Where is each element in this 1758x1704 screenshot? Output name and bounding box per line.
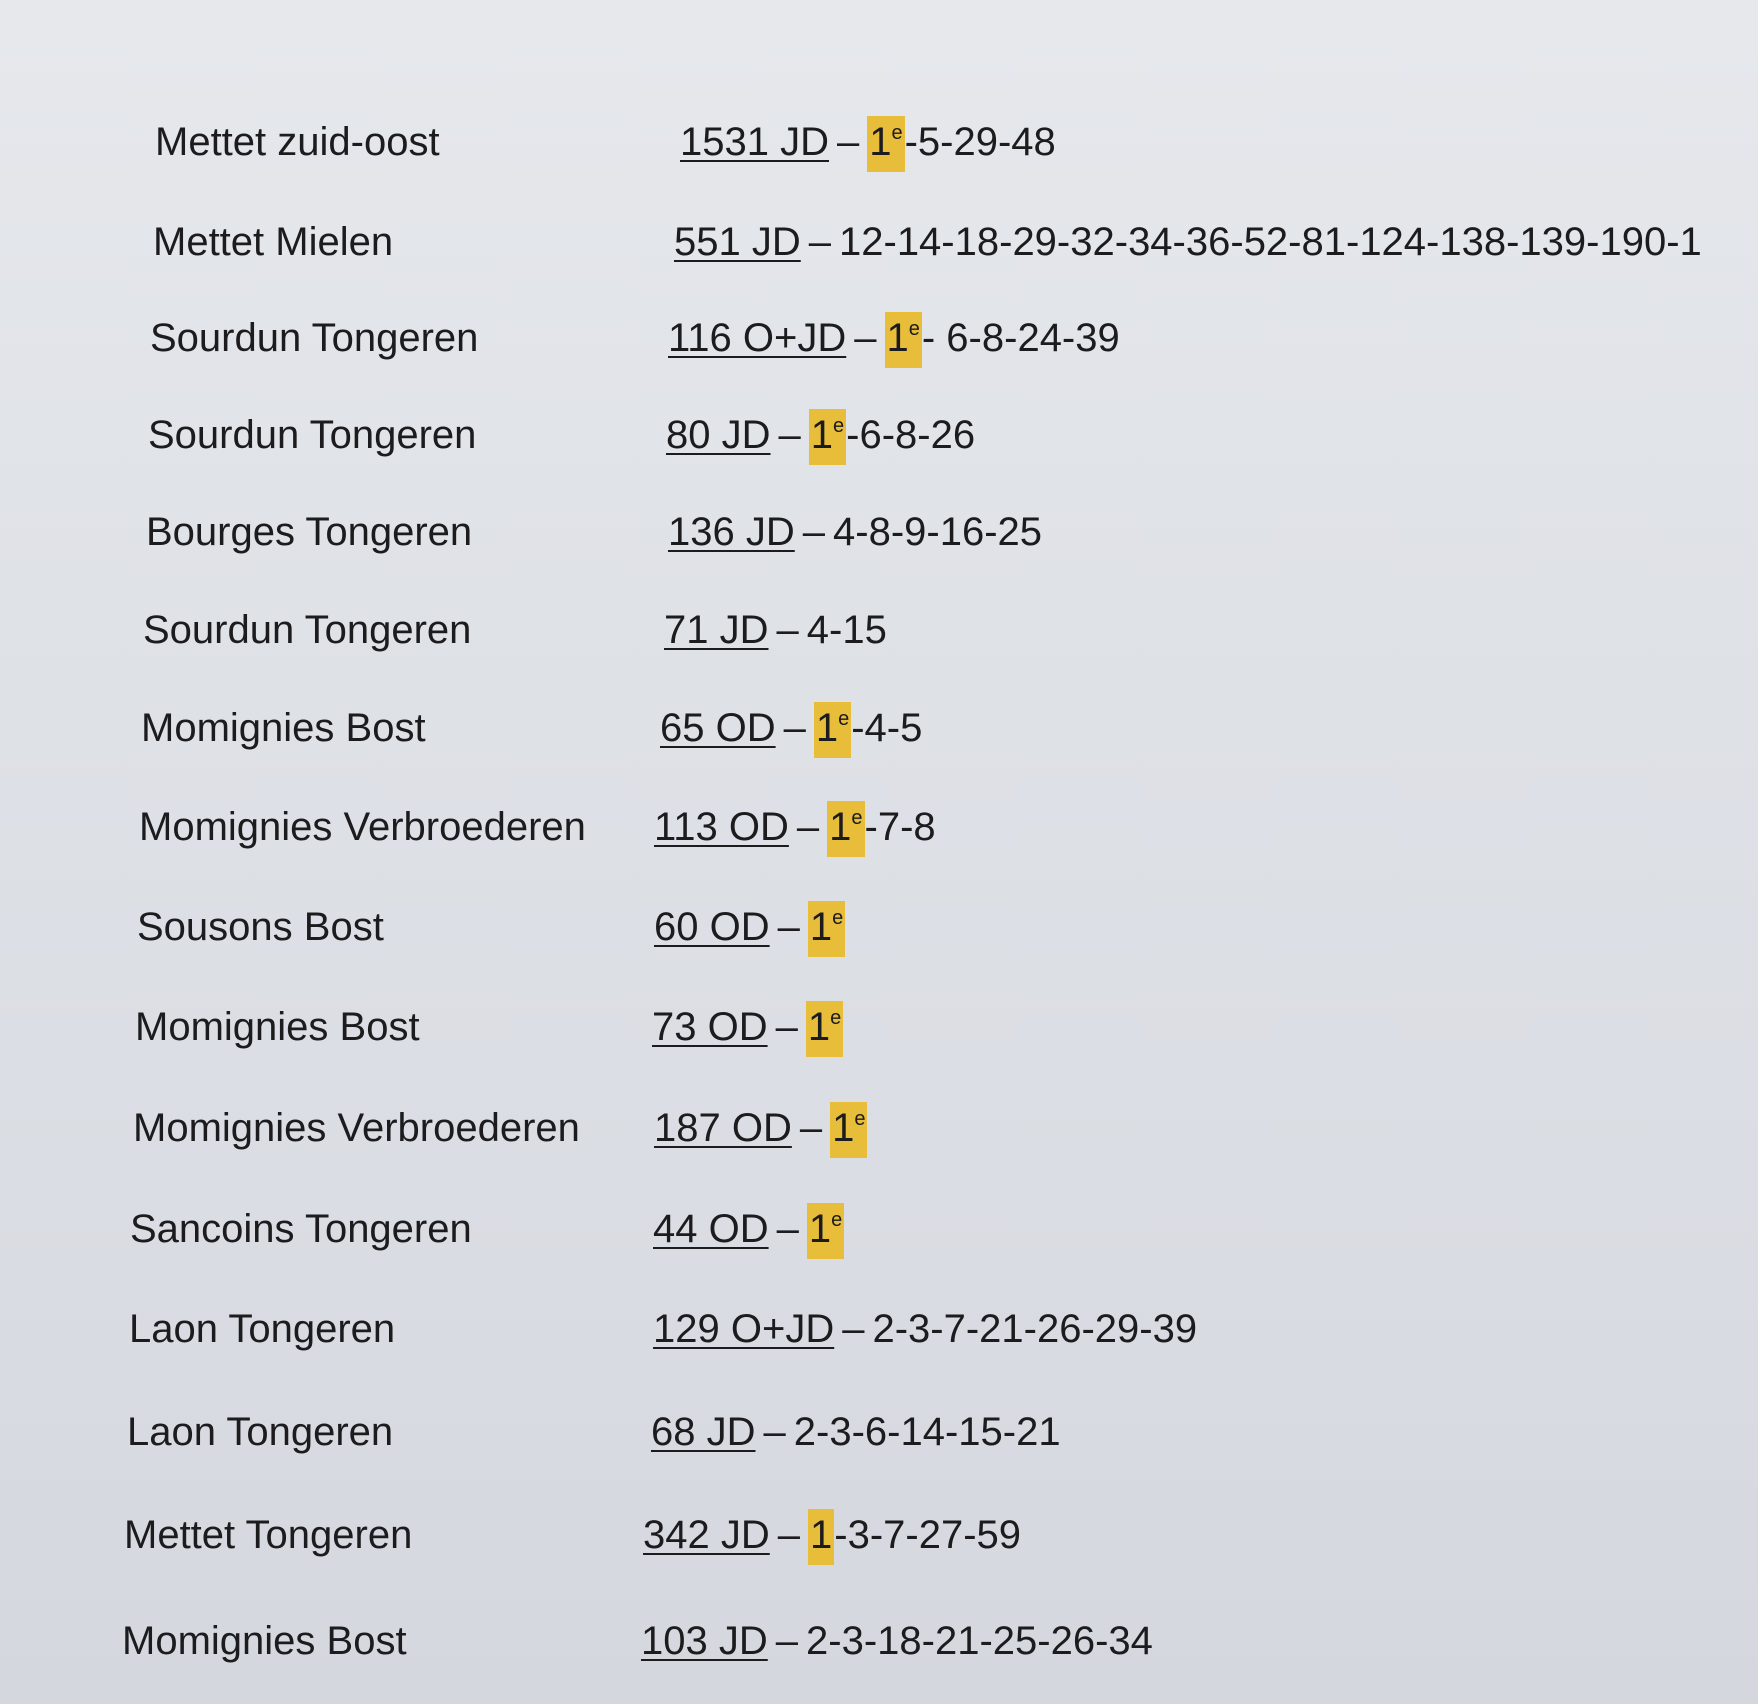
first-place-highlight xyxy=(808,1509,834,1565)
place-name: Mettet Mielen xyxy=(153,220,394,264)
first-place-number: 1 xyxy=(886,316,909,360)
place-name: Momignies Verbroederen xyxy=(139,805,586,849)
placings: 12-14-18-29-32-34-36-52-81-124-138-139-190-1 xyxy=(839,220,1702,264)
placings: 4-8-9-16-25 xyxy=(833,510,1043,554)
placings: 2-3-7-21-26-29-39 xyxy=(872,1307,1198,1351)
dash: – xyxy=(799,1106,823,1150)
entry-count: 68 JD xyxy=(651,1410,756,1454)
entry-count: 113 OD xyxy=(654,805,789,849)
place-name: Laon Tongeren xyxy=(127,1410,394,1454)
ordinal-suffix: e xyxy=(832,907,844,929)
dash: – xyxy=(842,1307,865,1351)
ordinal-suffix: e xyxy=(908,318,920,340)
entry-count: 1531 JD xyxy=(680,120,829,164)
entry-count: 103 JD xyxy=(641,1619,768,1663)
dash: – xyxy=(775,1619,798,1663)
entry-count: 71 JD xyxy=(664,608,769,652)
first-place-number: 1 xyxy=(809,905,833,949)
first-place-number: 1 xyxy=(815,706,839,750)
dash: – xyxy=(854,316,877,360)
result-line xyxy=(668,502,1042,562)
result-line xyxy=(660,698,922,758)
placings: -7-8 xyxy=(864,805,936,849)
first-place-number: 1 xyxy=(869,120,892,164)
place-name: Mettet Tongeren xyxy=(124,1513,413,1557)
entry-count: 551 JD xyxy=(674,220,801,264)
dash: – xyxy=(808,220,831,264)
first-place-highlight xyxy=(867,116,904,172)
first-place-number: 1 xyxy=(810,413,833,457)
entry-count: 187 OD xyxy=(654,1106,792,1150)
placings: 2-3-18-21-25-26-34 xyxy=(806,1619,1153,1663)
entry-count: 129 O+JD xyxy=(653,1307,835,1351)
entry-count: 342 JD xyxy=(643,1513,770,1557)
place-name: Mettet zuid-oost xyxy=(155,120,440,164)
dash: – xyxy=(777,905,800,949)
first-place-number: 1 xyxy=(808,1207,832,1251)
result-line xyxy=(653,1199,844,1259)
dash: – xyxy=(836,120,860,164)
dash: – xyxy=(778,413,801,457)
place-name: Sancoins Tongeren xyxy=(130,1207,472,1251)
result-line xyxy=(674,212,1702,272)
ordinal-suffix: e xyxy=(851,807,863,829)
placings: -6-8-26 xyxy=(846,413,976,457)
first-place-highlight xyxy=(885,312,922,368)
entry-count: 116 O+JD xyxy=(668,316,847,360)
place-name: Momignies Bost xyxy=(122,1619,407,1663)
placings: - 6-8-24-39 xyxy=(921,316,1120,360)
placings: -3-7-27-59 xyxy=(834,1513,1022,1557)
result-line xyxy=(668,308,1120,368)
entry-count: 65 OD xyxy=(660,706,776,750)
dash: – xyxy=(763,1410,786,1454)
dash: – xyxy=(775,1005,798,1049)
result-line xyxy=(680,112,1056,172)
first-place-number: 1 xyxy=(810,1513,833,1557)
entry-count: 80 JD xyxy=(666,413,771,457)
place-name: Momignies Bost xyxy=(135,1005,420,1049)
place-name: Sourdun Tongeren xyxy=(150,316,479,360)
ordinal-suffix: e xyxy=(891,122,903,144)
first-place-number: 1 xyxy=(832,1106,855,1150)
ordinal-suffix: e xyxy=(831,1209,843,1231)
first-place-number: 1 xyxy=(829,805,852,849)
place-name: Sourdun Tongeren xyxy=(143,608,472,652)
dash: – xyxy=(796,805,820,849)
first-place-highlight xyxy=(814,702,851,758)
placings: 4-15 xyxy=(806,608,887,652)
entry-count: 60 OD xyxy=(654,905,770,949)
dash: – xyxy=(783,706,806,750)
ordinal-suffix: e xyxy=(854,1108,866,1130)
place-name: Sousons Bost xyxy=(137,905,384,949)
ordinal-suffix: e xyxy=(830,1007,842,1029)
dash: – xyxy=(802,510,825,554)
entry-count: 73 OD xyxy=(652,1005,768,1049)
result-line xyxy=(643,1505,1021,1565)
first-place-highlight xyxy=(806,1001,843,1057)
entry-count: 136 JD xyxy=(668,510,795,554)
dash: – xyxy=(776,608,799,652)
place-name: Sourdun Tongeren xyxy=(148,413,477,457)
place-name: Bourges Tongeren xyxy=(146,510,473,554)
first-place-highlight xyxy=(808,901,845,957)
result-line xyxy=(652,997,843,1057)
result-line xyxy=(641,1611,1153,1671)
result-line xyxy=(654,797,936,857)
first-place-number: 1 xyxy=(807,1005,831,1049)
entry-count: 44 OD xyxy=(653,1207,769,1251)
result-line xyxy=(651,1402,1061,1462)
ordinal-suffix: e xyxy=(838,708,850,730)
result-line xyxy=(654,1098,867,1158)
dash: – xyxy=(776,1207,799,1251)
first-place-highlight xyxy=(807,1203,844,1259)
dash: – xyxy=(777,1513,800,1557)
placings: 2-3-6-14-15-21 xyxy=(793,1410,1061,1454)
result-line xyxy=(653,1299,1197,1359)
placings: -4-5 xyxy=(851,706,923,750)
first-place-highlight xyxy=(830,1102,867,1158)
first-place-highlight xyxy=(827,801,864,857)
first-place-highlight xyxy=(809,409,846,465)
place-name: Laon Tongeren xyxy=(129,1307,396,1351)
place-name: Momignies Bost xyxy=(141,706,426,750)
result-line xyxy=(666,405,975,465)
place-name: Momignies Verbroederen xyxy=(133,1106,580,1150)
result-line xyxy=(654,897,845,957)
result-line xyxy=(664,600,887,660)
placings: -5-29-48 xyxy=(904,120,1056,164)
ordinal-suffix: e xyxy=(833,415,845,437)
